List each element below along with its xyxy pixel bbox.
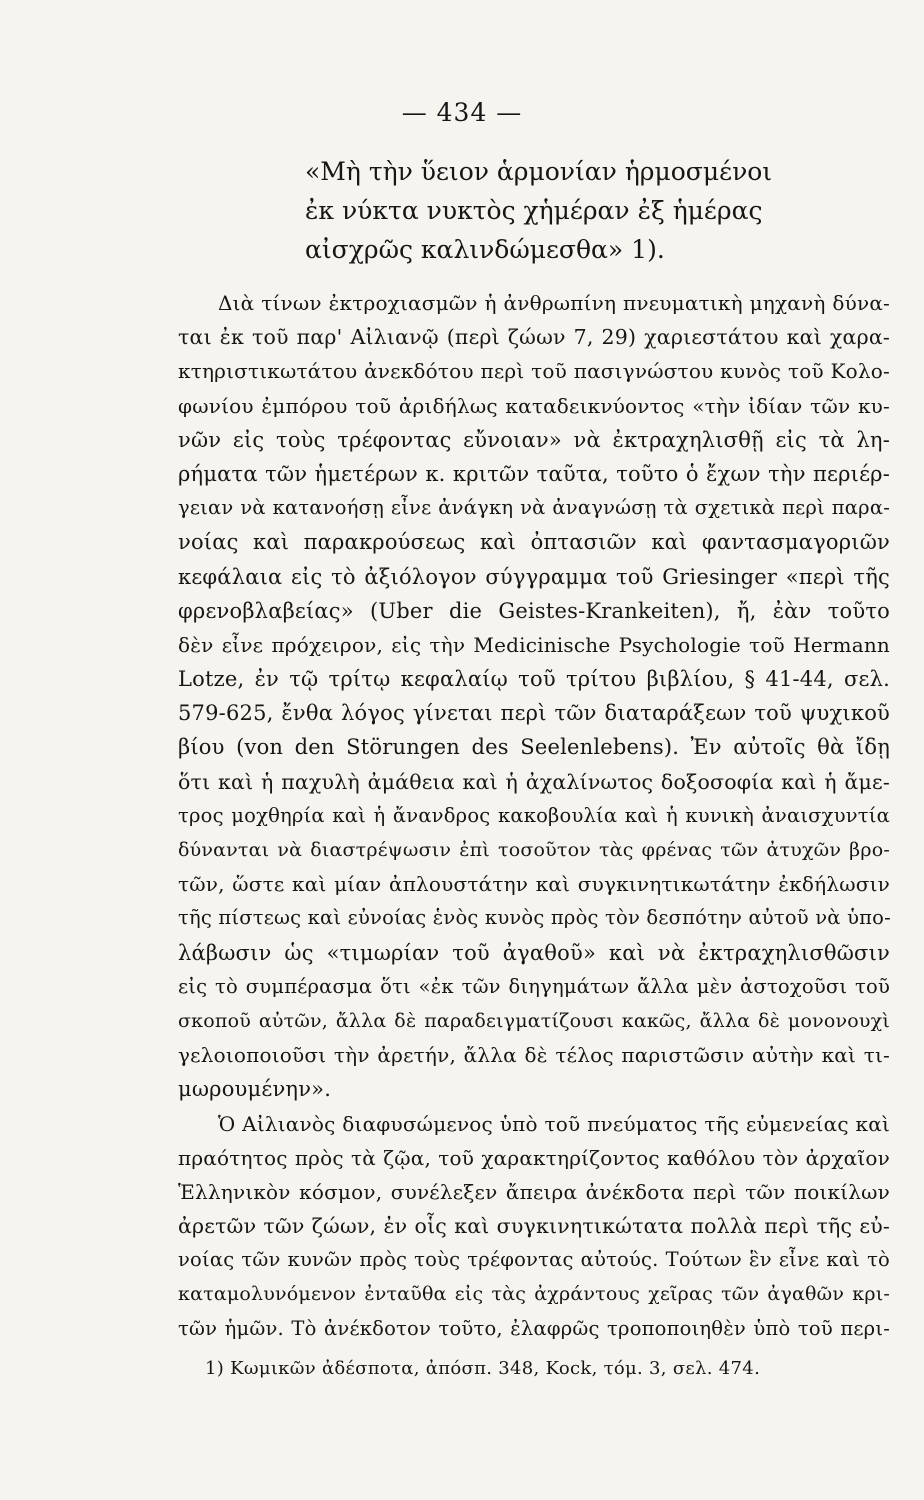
text-line: φρενοβλαβείας» (Uber die Geistes-Krankeiten), ἤ, ἐὰν τοῦτο [178,598,890,623]
text-line: 579-625, ἔνθα λόγος γίνεται περὶ τῶν διαταράξεων τοῦ ψυχικοῦ [178,701,890,726]
paragraph-1 [178,286,890,1107]
text-line: βίου (von den Störungen des Seelenlebens). Ἐν αὐτοῖς θὰ ἴδῃ [178,735,890,760]
verse-line: «Μὴ τὴν ὕειον ἁρμονίαν ἡρμοσμένοι [305,157,773,186]
verse-line: ἐκ νύκτα νυκτὸς χἡμέραν ἐξ ἡμέρας [305,196,763,225]
text-line: δύνανται νὰ διαστρέψωσιν ἐπὶ τοσοῦτον τὰς φρένας τῶν ἀτυχῶν βρο- [178,839,890,861]
text-line: γελοιοποιοῦσι τὴν ἀρετήν, ἄλλα δὲ τέλος παριστῶσιν αὐτὴν καὶ τι- [178,1043,890,1068]
text-line: ρήματα τῶν ἡμετέρων κ. κριτῶν ταῦτα, τοῦτο ὁ ἔχων τὴν περιέρ- [178,461,890,486]
text-line: φωνίου ἐμπόρου τοῦ ἀριδήλως καταδεικνύοντος «τὴν ἰδίαν τῶν κυ- [178,393,890,418]
text-line: Ἑλληνικὸν κόσμον, συνέλεξεν ἄπειρα ἀνέκδοτα περὶ τῶν ποικίλων [178,1179,890,1204]
text-line: εἰς τὸ συμπέρασμα ὅτι «ἐκ τῶν διηγημάτων ἄλλα μὲν ἀστοχοῦσι τοῦ [178,974,890,998]
text-line: τῶν ἡμῶν. Τὸ ἀνέκδοτον τοῦτο, ἐλαφρῶς τροποποιηθὲν ὑπὸ τοῦ περι- [178,1316,890,1340]
verse-quotation [305,152,865,269]
text-line: Διὰ τίνων ἐκτροχιασμῶν ἡ ἀνθρωπίνη πνευματικὴ μηχανὴ δύνα- [218,291,890,315]
text-line: ἀρετῶν τῶν ζώων, ἐν οἷς καὶ συγκινητικώτατα πολλὰ περὶ τῆς εὐ- [178,1214,890,1239]
text-line: νοίας τῶν κυνῶν πρὸς τοὺς τρέφοντας αὐτούς. Τούτων ἓν εἶνε καὶ τὸ [178,1248,890,1272]
text-line: δὲν εἶνε πρόχειρον, εἰς τὴν Medicinische Psychologie τοῦ Hermann [178,632,890,657]
text-line: τρος μοχθηρία καὶ ἡ ἄνανδρος κακοβουλία καὶ ἡ κυνικὴ ἀναισχυντία [178,803,890,827]
text-line: νῶν εἰς τοὺς τρέφοντας εὔνοιαν» νὰ ἐκτραχηλισθῇ εἰς τὰ λη- [178,427,890,452]
text-line: κεφάλαια εἰς τὸ ἀξιόλογον σύγγραμμα τοῦ Griesinger «περὶ τῆς [178,564,890,589]
body-text [178,286,890,1346]
text-line: κτηριστικωτάτου ἀνεκδότου περὶ τοῦ πασιγνώστου κυνὸς τοῦ Κολο- [178,359,890,384]
text-line: σκοποῦ αὐτῶν, ἄλλα δὲ παραδειγματίζουσι κακῶς, ἄλλα δὲ μονονουχὶ [178,1009,890,1032]
text-line: Ὁ Αἰλιανὸς διαφυσώμενος ὑπὸ τοῦ πνεύματος τῆς εὐμενείας καὶ [218,1111,890,1136]
text-line: τῆς πίστεως καὶ εὐνοίας ἑνὸς κυνὸς πρὸς τὸν δεσπότην αὐτοῦ νὰ ὑπο- [178,906,891,930]
text-line: νοίας καὶ παρακρούσεως καὶ ὀπτασιῶν καὶ φαντασμαγοριῶν [178,530,890,555]
text-line: γειαν νὰ κατανοήσῃ εἶνε ἀνάγκη νὰ ἀναγνώσῃ τὰ σχετικὰ περὶ παρα- [178,496,890,520]
text-line: λάβωσιν ὡς «τιμωρίαν τοῦ ἀγαθοῦ» καὶ νὰ ἐκτραχηλισθῶσιν [178,940,890,965]
text-line: καταμολυνόμενον ἐνταῦθα εἰς τὰς ἀχράντους χεῖρας τῶν ἀγαθῶν κρι- [178,1283,890,1306]
text-line: ται ἐκ τοῦ παρ' Αἰλιανῷ (περὶ ζώων 7, 29) χαριεστάτου καὶ χαρα- [178,325,890,350]
paragraph-2 [178,1107,890,1346]
text-line: πραότητος πρὸς τὰ ζῷα, τοῦ χαρακτηρίζοντος καθόλου τὸν ἀρχαῖον [178,1145,890,1170]
footnote: 1) Κωμικῶν ἀδέσποτα, ἀπόσπ. 348, Kock, τόμ. 3, σελ. 474. [205,1358,761,1379]
page-number: — 434 — [401,98,523,127]
text-line: Lotze, ἐν τῷ τρίτῳ κεφαλαίῳ τοῦ τρίτου βιβλίου, § 41-44, σελ. [178,667,890,692]
text-line: ὅτι καὶ ἡ παχυλὴ ἀμάθεια καὶ ἡ ἀχαλίνωτος δοξοσοφία καὶ ἡ ἄμε- [178,769,890,794]
text-line: τῶν, ὥστε καὶ μίαν ἀπλουστάτην καὶ συγκινητικωτάτην ἐκδήλωσιν [178,872,890,897]
text-line: μωρουμένην». [178,1077,332,1102]
verse-line: αἰσχρῶς καλινδώμεσθα» 1). [305,235,665,264]
